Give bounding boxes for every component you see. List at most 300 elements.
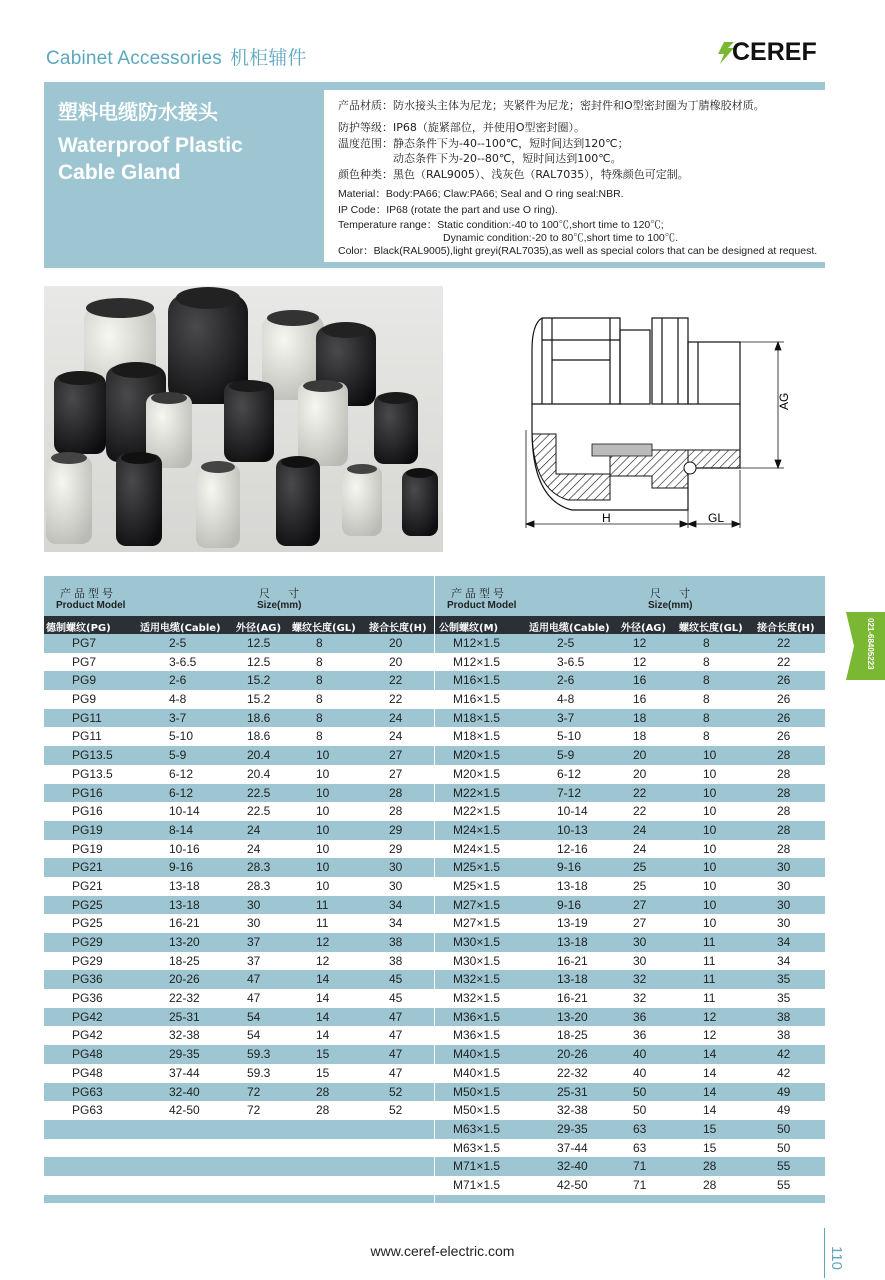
col-header-thread: 德制螺纹(PG) [46,623,111,634]
table-row [44,877,434,896]
table-cell: 35 [777,991,791,1006]
table-cell: 16 [633,673,647,688]
table-cell: M36×1.5 [453,1009,501,1024]
table-cell: 3-7 [169,710,187,725]
table-cell: 14 [703,1047,717,1062]
table-cell: 10 [316,878,330,893]
table-cell: 10 [703,916,717,931]
table-cell: 30 [389,878,403,893]
table-cell: 40 [633,1065,647,1080]
table-cell: PG48 [72,1065,103,1080]
table-cell: 28.3 [247,878,271,893]
table-cell: 18-25 [557,1028,588,1043]
table-cell: 27 [633,897,647,912]
table-cell: 12.5 [247,654,271,669]
logo-text: CEREF [732,38,817,66]
table-cell: 10 [703,878,717,893]
table-cell: 22 [777,636,791,650]
table-cell: 27 [389,766,403,781]
table-row [435,1139,825,1158]
side-tab-phone: 021-68405223 [866,618,875,670]
table-cell: M22×1.5 [453,785,501,800]
spec-en-material: Material：Body:PA66; Claw:PA66; Seal and O ring seal:NBR. [338,188,624,200]
table-cell: 4-8 [169,692,187,707]
table-header-group [435,576,825,616]
table-cell: 34 [389,897,403,912]
metric-spec-table [435,576,825,1203]
table-cell: 63 [633,1121,647,1136]
table-cell: 12 [316,935,330,949]
table-row [435,727,825,746]
table-cell: 50 [633,1103,647,1118]
table-cell: PG25 [72,916,103,931]
table-cell: 25 [633,878,647,893]
table-cell: 14 [703,1084,717,1099]
table-cell: 10-16 [169,841,200,856]
table-cell: 8 [316,636,323,650]
table-cell: 42 [777,1065,791,1080]
table-cell: 8 [703,692,710,707]
table-cell: 22 [389,673,403,688]
table-row [435,690,825,709]
table-cell: 13-18 [557,935,588,949]
table-row [44,690,434,709]
technical-drawing [512,310,812,540]
table-cell: 11 [703,935,716,949]
table-cell: 25-31 [169,1009,200,1024]
table-cell: 8-14 [169,822,194,837]
table-cell: 26 [777,673,791,688]
table-cell: 59.3 [247,1065,271,1080]
table-cell: 10 [703,766,717,781]
table-cell: M20×1.5 [453,766,501,781]
table-cell: 15 [316,1047,330,1062]
page-number-box [824,1228,847,1278]
table-cell: PG63 [72,1103,103,1118]
table-cell: 16-21 [557,991,588,1006]
table-footer-rule [435,1195,825,1203]
table-cell: M32×1.5 [453,991,501,1006]
table-cell: PG7 [72,654,97,669]
col-header-h: 接合长度(H) [369,623,427,634]
table-row [435,933,825,952]
table-cell: 47 [389,1065,403,1080]
table-cell: M12×1.5 [453,636,501,650]
table-row [435,1101,825,1120]
table-cell: 45 [389,972,403,987]
spec-en-ip: IP Code：IP68 (rotate the part and use O ring). [338,204,558,216]
table-cell: 15.2 [247,673,271,688]
table-cell: 3-6.5 [169,654,197,669]
table-cell: 24 [247,822,261,837]
table-cell: 28 [316,1084,330,1099]
table-cell: 30 [777,897,791,912]
table-row [435,1045,825,1064]
col-header-ag: 外径(AG) [236,623,282,634]
table-row [44,933,434,952]
table-cell: PG9 [72,673,97,688]
table-cell: 10 [316,766,330,781]
col-header-h: 接合长度(H) [757,623,815,634]
table-row [435,840,825,859]
header-size-en: Size(mm) [648,600,693,611]
spec-en-temp2: Dynamic condition:-20 to 80℃,short time to 100℃. [338,232,679,244]
table-cell: 10 [703,804,717,819]
product-title-en-line2: Cable Gland [58,161,181,184]
table-row [44,1176,434,1195]
table-cell: PG7 [72,636,97,650]
table-cell: 7-12 [557,785,582,800]
table-cell: 4-8 [557,692,575,707]
table-cell: 10 [703,897,717,912]
table-cell: 36 [633,1028,647,1043]
table-cell: 8 [316,710,323,725]
table-row [44,1157,434,1176]
table-cell: M27×1.5 [453,916,501,931]
table-cell: 25 [633,860,647,875]
table-cell: 10-14 [169,804,200,819]
table-cell: 10 [703,841,717,856]
table-cell: 14 [703,1103,717,1118]
table-row [44,1139,434,1158]
table-cell: 24 [247,841,261,856]
table-cell: M20×1.5 [453,748,501,763]
table-cell: 10-13 [557,822,588,837]
table-cell: 13-19 [557,916,588,931]
table-cell: 27 [389,748,403,763]
table-cell: 8 [703,673,710,688]
table-row [435,1083,825,1102]
table-row [44,727,434,746]
table-cell: 29-35 [557,1121,588,1136]
table-cell: 28 [389,804,403,819]
dim-label-ag: AG [777,392,791,410]
table-cell: 12.5 [247,636,271,650]
table-cell: PG9 [72,692,97,707]
table-cell: 8 [316,673,323,688]
spec-cn-temp2: 动态条件下为-20--80℃，短时间达到100℃。 [338,152,622,165]
table-cell: 8 [703,654,710,669]
table-cell: PG25 [72,897,103,912]
table-row [44,970,434,989]
table-cell: 12 [316,953,330,968]
table-row [435,746,825,765]
table-cell: 28 [777,841,791,856]
table-row [435,671,825,690]
table-cell: 10 [316,804,330,819]
header-model-cn: 产品型号 [451,587,507,600]
product-title-cn: 塑料电缆防水接头 [58,100,218,124]
table-cell: 59.3 [247,1047,271,1062]
table-cell: 49 [777,1084,791,1099]
table-cell: 42 [777,1047,791,1062]
table-cell: 18-25 [169,953,200,968]
table-row [435,765,825,784]
table-cell: 12 [703,1009,717,1024]
table-cell: 6-12 [169,785,194,800]
table-cell: 37 [247,935,261,949]
table-cell: 52 [389,1103,403,1118]
table-cell: 28 [777,785,791,800]
table-cell: 28 [777,766,791,781]
table-cell: M22×1.5 [453,804,501,819]
table-row [435,1176,825,1195]
table-cell: 20 [633,748,647,763]
table-cell: 24 [389,729,403,744]
table-cell: 14 [316,991,330,1006]
table-cell: M30×1.5 [453,953,501,968]
table-header-group [44,576,434,616]
table-cell: 12 [633,636,647,650]
table-cell: 26 [777,710,791,725]
table-cell: 32-38 [557,1103,588,1118]
table-cell: 14 [316,1028,330,1043]
table-cell: 32-40 [557,1159,588,1174]
table-cell: 38 [777,1009,791,1024]
table-cell: M71×1.5 [453,1177,501,1192]
table-cell: 2-5 [557,636,575,650]
table-row [435,896,825,915]
table-row [44,952,434,971]
table-cell: PG19 [72,822,103,837]
table-cell: 5-9 [169,748,187,763]
table-cell: 13-18 [169,878,200,893]
table-cell: 22 [777,654,791,669]
table-cell: 10 [316,785,330,800]
table-cell: 29-35 [169,1047,200,1062]
col-header-cable: 适用电缆(Cable) [140,623,221,634]
table-cell: 32 [633,991,647,1006]
table-cell: PG13.5 [72,748,113,763]
table-cell: PG36 [72,991,103,1006]
header-size-cn: 尺寸 [650,587,708,600]
table-cell: 55 [777,1177,791,1192]
table-cell: PG19 [72,841,103,856]
table-row [435,970,825,989]
table-cell: 30 [633,953,647,968]
table-row [44,896,434,915]
table-cell: 10 [703,748,717,763]
table-cell: M30×1.5 [453,935,501,949]
table-row [435,653,825,672]
table-row [435,634,825,653]
table-cell: 8 [703,636,710,650]
table-row [44,746,434,765]
table-cell: 20-26 [169,972,200,987]
table-row [435,821,825,840]
table-cell: 32-40 [169,1084,200,1099]
table-row [44,653,434,672]
table-cell: M50×1.5 [453,1084,501,1099]
spec-en-temp1: Temperature range：Static condition:-40 to 100℃,short time to 120℃; [338,219,664,231]
table-cell: 5-10 [557,729,582,744]
table-cell: 13-18 [557,878,588,893]
table-cell: 45 [389,991,403,1006]
table-cell: 22-32 [557,1065,588,1080]
table-cell: 22.5 [247,804,271,819]
table-row [44,914,434,933]
table-cell: 22 [633,804,647,819]
table-cell: 32-38 [169,1028,200,1043]
table-row [44,821,434,840]
table-cell: 20 [389,636,403,650]
table-cell: 10 [703,860,717,875]
table-cell: PG42 [72,1009,103,1024]
table-cell: 16-21 [557,953,588,968]
table-cell: 10 [316,860,330,875]
spec-bottom-rule [44,262,825,268]
table-cell: 18.6 [247,729,271,744]
table-cell: 35 [777,972,791,987]
table-cell: 40 [633,1047,647,1062]
table-row [44,784,434,803]
header-size-en: Size(mm) [257,600,302,611]
table-cell: 15 [703,1140,717,1155]
table-cell: PG16 [72,785,103,800]
table-cell: 38 [389,953,403,968]
pg-spec-table [44,576,434,1203]
table-cell: 12 [633,654,647,669]
table-cell: PG42 [72,1028,103,1043]
table-cell: 8 [316,654,323,669]
table-cell: 25-31 [557,1084,588,1099]
table-row [435,1157,825,1176]
spec-en-color: Color：Black(RAL9005),light greyi(RAL7035),as well as special colors that can be designed at request. [338,245,818,257]
table-cell: 10 [316,748,330,763]
spec-cn-material: 产品材质：防水接头主体为尼龙；夹紧件为尼龙；密封件和O型密封圈为丁腈橡胶材质。 [338,99,765,112]
table-cell: PG16 [72,804,103,819]
table-row [44,858,434,877]
table-cell: 24 [633,822,647,837]
table-row [435,952,825,971]
table-cell: M12×1.5 [453,654,501,669]
table-cell: 47 [389,1009,403,1024]
table-cell: 47 [247,991,261,1006]
table-cell: 13-20 [557,1009,588,1024]
table-cell: M36×1.5 [453,1028,501,1043]
table-cell: 9-16 [169,860,194,875]
table-cell: 11 [703,991,716,1006]
table-cell: 28 [316,1103,330,1118]
table-cell: 47 [389,1047,403,1062]
table-cell: 55 [777,1159,791,1174]
table-cell: 11 [703,953,716,968]
table-cell: PG13.5 [72,766,113,781]
table-cell: 3-7 [557,710,575,725]
table-cell: 12-16 [557,841,588,856]
table-cell: 11 [316,897,329,912]
table-body [435,634,825,1195]
spec-cn-ip: 防护等级：IP68（旋紧部位，并使用O型密封圈）。 [338,121,586,134]
table-row [435,914,825,933]
table-row [44,802,434,821]
table-cell: 18.6 [247,710,271,725]
table-cell: 29 [389,841,403,856]
table-cell: 27 [633,916,647,931]
table-cell: 20.4 [247,748,271,763]
table-cell: M40×1.5 [453,1065,501,1080]
table-row [44,1064,434,1083]
col-header-gl: 螺纹长度(GL) [679,623,743,634]
table-cell: 28.3 [247,860,271,875]
table-cell: M27×1.5 [453,897,501,912]
table-cell: 50 [633,1084,647,1099]
table-cell: 50 [777,1140,791,1155]
table-cell: M16×1.5 [453,692,501,707]
spec-cn-temp1: 温度范围：静态条件下为-40--100℃，短时间达到120℃； [338,137,629,150]
table-cell: 38 [777,1028,791,1043]
table-cell: 6-12 [169,766,194,781]
table-cell: M24×1.5 [453,822,501,837]
table-cell: 15.2 [247,692,271,707]
table-cell: 37-44 [557,1140,588,1155]
dim-label-h: H [602,511,611,525]
header-size-cn: 尺寸 [259,587,317,600]
table-cell: 10 [703,785,717,800]
table-cell: 2-5 [169,636,187,650]
table-cell: 28 [777,748,791,763]
table-row [435,877,825,896]
table-row [44,765,434,784]
table-cell: 34 [777,935,791,949]
table-cell: 14 [316,972,330,987]
table-cell: 18 [633,729,647,744]
table-cell: 13-18 [557,972,588,987]
header-model-en: Product Model [447,600,517,611]
table-cell: PG21 [72,878,103,893]
table-cell: 22-32 [169,991,200,1006]
table-cell: 28 [703,1177,717,1192]
header-model-cn: 产品型号 [60,587,116,600]
table-body [44,634,434,1195]
table-column-headers [435,616,825,634]
table-cell: 11 [316,916,329,931]
table-cell: 50 [777,1121,791,1136]
table-cell: 18 [633,710,647,725]
product-photo [44,286,443,552]
table-cell: 8 [703,729,710,744]
table-cell: M25×1.5 [453,878,501,893]
table-cell: 20 [389,654,403,669]
table-row [435,709,825,728]
dim-label-gl: GL [708,511,725,525]
table-cell: 71 [633,1177,647,1192]
table-cell: 22.5 [247,785,271,800]
table-cell: 10 [703,822,717,837]
table-cell: 47 [247,972,261,987]
table-cell: 8 [703,710,710,725]
table-cell: 2-6 [557,673,575,688]
section-title-en: Cabinet Accessories [46,48,222,69]
table-cell: 16 [633,692,647,707]
table-cell: 24 [389,710,403,725]
table-cell: 49 [777,1103,791,1118]
table-cell: M25×1.5 [453,860,501,875]
table-row [435,1064,825,1083]
col-header-gl: 螺纹长度(GL) [292,623,356,634]
table-cell: 30 [777,878,791,893]
col-header-ag: 外径(AG) [621,623,667,634]
table-row [44,1008,434,1027]
table-cell: 5-10 [169,729,194,744]
table-cell: 9-16 [557,860,582,875]
header-rule [44,82,825,90]
table-row [435,1008,825,1027]
table-row [435,989,825,1008]
product-title-en-line1: Waterproof Plastic [58,134,243,157]
table-cell: 28 [777,804,791,819]
ceref-logo [718,38,828,68]
